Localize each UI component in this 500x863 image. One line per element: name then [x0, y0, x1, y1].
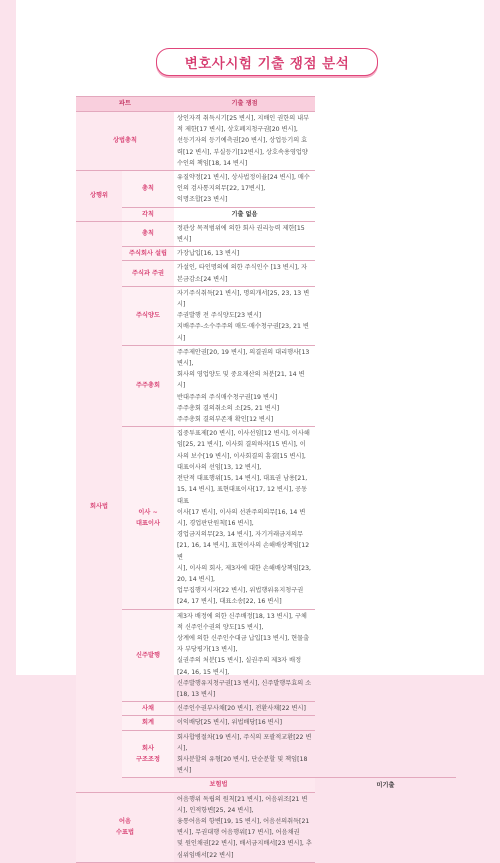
row-label	[76, 792, 174, 862]
row-label: 회사법	[76, 221, 122, 792]
row-content	[174, 171, 315, 208]
row-content	[174, 221, 315, 246]
content-line: 반대주주의 주식매수청구권[19 변시]	[177, 393, 278, 401]
row-content	[174, 427, 315, 609]
page	[16, 0, 484, 859]
content-line: 정관상 목적범위에 의한 회사 권리능력 제한[15 변시]	[177, 224, 305, 244]
content-line: 시], 이사의 회사, 제3자에 대한 손해배상책임[23, 20, 14 변시],	[177, 564, 311, 583]
row-content	[174, 345, 315, 426]
table-row	[76, 730, 456, 778]
header-issues: 기출 쟁점	[174, 97, 315, 112]
content-line: 주주총회 결의부존재 확인[12 변시]	[177, 416, 274, 424]
row-label: 보험법	[122, 778, 315, 792]
table-row	[76, 778, 456, 792]
table-row	[76, 261, 456, 286]
table-row	[76, 702, 456, 716]
page-title: 변호사시험 기출 쟁점 분석	[184, 56, 350, 72]
content-line: 지배주주-소수주주의 매도·매수청구권[23, 21 변시]	[177, 323, 309, 342]
row-content: 미기출	[315, 778, 456, 792]
table-row	[76, 792, 456, 862]
content-line: 업무집행지시자[22 변시], 위법행위유지청구권[24, 17 변시], 대표소송[22, 16 변시]	[177, 587, 304, 606]
row-content	[174, 261, 315, 286]
table-row	[76, 207, 456, 221]
content-line: 집중투표제[20 변시], 이사선임[12 변시], 이사해임[25, 21 변시], 이사회 결의하자[15 변시], 이	[177, 430, 310, 449]
content-line: 이익배당[25 변시], 위법배당[16 변시]	[177, 719, 282, 727]
content-line: 실권주의 처분[15 변시], 실권주의 제3자 배정[24, 16, 15 변시],	[177, 657, 302, 676]
table-row	[76, 247, 456, 261]
content-line: 신주인수권부사채[20 변시], 전환사채[22 변시]	[177, 705, 306, 713]
content-line: 수인의 책임[18, 14 변시]	[177, 159, 248, 167]
content-line: 상계에 의한 신주인수대금 납입[13 변시], 현물출자 부당평가[13 변시],	[177, 634, 310, 654]
row-content	[174, 702, 315, 716]
content-line: 가장납입[16, 13 변시]	[177, 250, 240, 258]
row-content	[174, 247, 315, 261]
content-line: 상인자격 취득시기[25 변시], 지배인 권한의 내부적 제한[17 변시], 상호폐지청구권[20 변시],	[177, 115, 310, 134]
content-line: 회사분할의 유형[20 변시], 단순분할 및 책임[18 변시]	[177, 755, 308, 775]
table-row	[76, 609, 456, 702]
row-content	[174, 609, 315, 702]
content-line: 선등기자의 등기예측권[20 변시], 상업등기의 효력[12 변시], 부실등기[12변시], 상호속용영업양	[177, 137, 308, 156]
row-sublabel: 총칙	[122, 171, 174, 208]
content-line: 자기주식취득[21 변시], 명의개서[25, 23, 13 변시]	[177, 289, 310, 309]
content-line: 회사의 영업양도 및 중요재산의 처분[21, 14 변시]	[177, 371, 305, 390]
label-line: 수표법	[116, 829, 134, 837]
content-line: 제3자 배정에 의한 신주배정[18, 13 변시], 구체적 신주인수권의 양도[15 변시],	[177, 612, 307, 631]
table-header-row	[76, 97, 456, 112]
content-line: 사의 보수[19 변시], 이사회결의 흠결[15 변시], 대표이사의 선임[13, 12 변시],	[177, 452, 306, 471]
table-row	[76, 345, 456, 426]
content-line: 융통어음의 항변[19, 15 변시], 어음선의취득[21 변시], 무권대행 어음행위[17 변시], 어음채권	[177, 817, 310, 837]
sublabel-line: 회사	[142, 744, 154, 752]
content-line: 신주발행유지청구권[13 변시], 신주발행무효의 소[18, 13 변시]	[177, 679, 312, 698]
content-line: 가설인, 타인명의에 의한 주식인수 [13 변시], 자본금감소[24 변시]	[177, 264, 308, 283]
content-line: 및 원인채권[22 변시], 배서금지배서[23 변시], 추심위임배서[22 변시]	[177, 840, 312, 859]
content-line: 회사합병절차[19 변시], 주식의 포괄적교환[22 변시],	[177, 733, 312, 752]
row-content	[174, 792, 315, 862]
content-line: 유질약정[21 변시], 상사법정이율[24 변시], 매수인의 검사통지의무[22, 17변시],	[177, 174, 310, 193]
content-line: 주주제안권[20, 19 변시], 의결권의 대리행사[13 변시],	[177, 348, 310, 368]
row-sublabel	[122, 427, 174, 609]
label-line: 어음	[119, 817, 131, 825]
table-row	[76, 171, 456, 208]
row-content	[174, 730, 315, 778]
table-row	[76, 286, 456, 345]
row-sublabel: 신주발행	[122, 609, 174, 702]
row-sublabel: 주식과 주권	[122, 261, 174, 286]
row-content: 기출 없음	[174, 207, 315, 221]
sublabel-line: 구조조정	[136, 755, 160, 763]
sublabel-line: 대표이사	[136, 519, 160, 527]
table-row	[76, 716, 456, 730]
content-line: 익명조합[23 변시]	[177, 196, 228, 204]
row-sublabel: 총칙	[122, 221, 174, 246]
row-sublabel: 주식양도	[122, 286, 174, 345]
table-row	[76, 112, 456, 171]
row-sublabel: 주식회사 설립	[122, 247, 174, 261]
content-line: 이사[17 변시], 이사의 선관주의의무[16, 14 변시], 경업판단원칙[16 변시],	[177, 508, 306, 527]
content-line: 주주총회 결의취소의 소[25, 21 변시]	[177, 404, 280, 412]
table-row	[76, 221, 456, 246]
table-row	[76, 427, 456, 609]
content-line: 주권발행 전 주식양도[23 변시]	[177, 312, 262, 320]
row-sublabel: 회계	[122, 716, 174, 730]
issue-table	[76, 96, 456, 863]
content-line: 전단적 대표행위[15, 14 변시], 대표권 남용[21, 15, 14 변시], 표현대표이사[17, 12 변시], 공동대표	[177, 475, 308, 505]
row-content	[174, 112, 315, 171]
row-sublabel: 사채	[122, 702, 174, 716]
row-sublabel: 각칙	[122, 207, 174, 221]
sublabel-line: 이사 ~	[138, 508, 158, 516]
row-sublabel	[122, 730, 174, 778]
row-sublabel: 주주총회	[122, 345, 174, 426]
row-content	[174, 716, 315, 730]
content-line: 경업금지의무[23, 14 변시], 자기거래금지의무[21, 16, 14 변시], 표현이사의 손해배상책임[12 변	[177, 531, 310, 561]
row-label: 상행위	[76, 171, 122, 222]
row-content	[174, 286, 315, 345]
content-line: 어음행위 독립의 원칙[21 변시], 어음위조[21 변시], 인적항변[25, 24 변시],	[177, 795, 308, 814]
page-title-box	[156, 48, 378, 76]
row-label: 상법총칙	[76, 112, 174, 171]
header-part: 파트	[76, 97, 174, 112]
